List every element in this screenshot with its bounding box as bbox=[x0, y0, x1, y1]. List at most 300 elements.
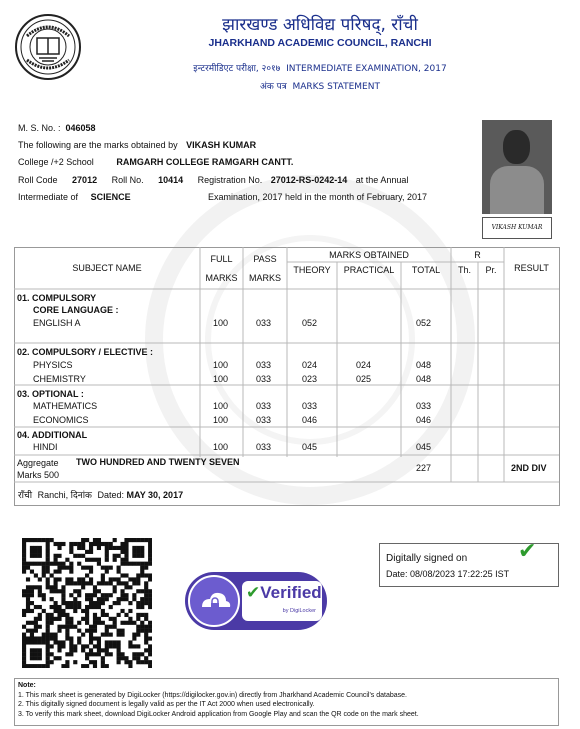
qr-module bbox=[38, 554, 42, 558]
qr-module bbox=[113, 621, 117, 625]
qr-module bbox=[117, 633, 121, 637]
qr-module bbox=[30, 570, 34, 574]
qr-module bbox=[30, 664, 34, 668]
qr-module bbox=[81, 648, 85, 652]
qr-module bbox=[89, 542, 93, 546]
qr-module bbox=[101, 609, 105, 613]
qr-module bbox=[65, 613, 69, 617]
qr-module bbox=[93, 538, 97, 542]
qr-module bbox=[89, 633, 93, 637]
qr-module bbox=[34, 546, 38, 550]
row-subject: PHYSICS bbox=[33, 360, 73, 370]
qr-module bbox=[124, 550, 128, 554]
qr-module bbox=[61, 589, 65, 593]
qr-module bbox=[46, 581, 50, 585]
qr-module bbox=[105, 648, 109, 652]
qr-module bbox=[93, 636, 97, 640]
aggregate-label: Aggregate bbox=[17, 458, 59, 468]
qr-module bbox=[124, 562, 128, 566]
qr-module bbox=[50, 613, 54, 617]
qr-module bbox=[73, 601, 77, 605]
qr-module bbox=[140, 550, 144, 554]
qr-module bbox=[136, 617, 140, 621]
qr-module bbox=[69, 566, 73, 570]
qr-module bbox=[69, 617, 73, 621]
col-pr: Pr. bbox=[485, 265, 497, 275]
row-theory: 033 bbox=[302, 401, 318, 411]
qr-module bbox=[22, 589, 26, 593]
qr-module bbox=[105, 581, 109, 585]
qr-module bbox=[93, 660, 97, 664]
qr-module bbox=[26, 589, 30, 593]
col-result: RESULT bbox=[514, 263, 549, 273]
signed-date-text: Date: 08/08/2023 17:22:25 IST bbox=[386, 569, 510, 579]
qr-module bbox=[69, 577, 73, 581]
qr-module bbox=[22, 644, 26, 648]
qr-module bbox=[136, 644, 140, 648]
qr-module bbox=[42, 640, 46, 644]
check-icon: ✔ bbox=[518, 538, 537, 563]
qr-module bbox=[54, 570, 58, 574]
qr-module bbox=[124, 546, 128, 550]
qr-module bbox=[148, 562, 152, 566]
qr-module bbox=[54, 542, 58, 546]
qr-module bbox=[93, 601, 97, 605]
qr-module bbox=[120, 550, 124, 554]
qr-module bbox=[109, 617, 113, 621]
qr-module bbox=[22, 633, 26, 637]
qr-module bbox=[50, 652, 54, 656]
qr-module bbox=[136, 554, 140, 558]
qr-module bbox=[105, 546, 109, 550]
qr-module bbox=[22, 558, 26, 562]
row-pass: 033 bbox=[256, 360, 272, 370]
qr-module bbox=[65, 633, 69, 637]
qr-module bbox=[120, 633, 124, 637]
qr-module bbox=[144, 617, 148, 621]
qr-module bbox=[38, 617, 42, 621]
student-photo bbox=[482, 120, 552, 214]
qr-module bbox=[42, 609, 46, 613]
qr-module bbox=[61, 562, 65, 566]
qr-module bbox=[38, 546, 42, 550]
qr-module bbox=[65, 601, 69, 605]
qr-module bbox=[117, 613, 121, 617]
qr-module bbox=[57, 554, 61, 558]
row-theory: 052 bbox=[302, 318, 318, 328]
qr-module bbox=[81, 566, 85, 570]
qr-module bbox=[140, 570, 144, 574]
qr-module bbox=[93, 644, 97, 648]
group-compulsory: 01. COMPULSORY bbox=[17, 293, 97, 303]
qr-module bbox=[97, 636, 101, 640]
qr-module bbox=[38, 550, 42, 554]
date-hindi: दिनांक bbox=[70, 490, 92, 500]
qr-module bbox=[38, 648, 42, 652]
qr-module bbox=[30, 629, 34, 633]
qr-module bbox=[46, 660, 50, 664]
qr-module bbox=[97, 648, 101, 652]
qr-module bbox=[54, 589, 58, 593]
qr-module bbox=[128, 617, 132, 621]
exam-hindi: इन्टरमीडिएट परीक्षा, bbox=[193, 64, 259, 74]
col-pass-marks: MARKS bbox=[248, 273, 281, 283]
qr-module bbox=[34, 562, 38, 566]
qr-module bbox=[22, 593, 26, 597]
qr-module bbox=[89, 648, 93, 652]
qr-module bbox=[77, 605, 81, 609]
stream-value: SCIENCE bbox=[90, 192, 131, 202]
qr-module bbox=[57, 589, 61, 593]
qr-module bbox=[46, 648, 50, 652]
stream-row bbox=[18, 192, 131, 202]
qr-module bbox=[69, 605, 73, 609]
qr-module bbox=[105, 629, 109, 633]
qr-module bbox=[46, 570, 50, 574]
qr-module bbox=[101, 542, 105, 546]
qr-module bbox=[77, 640, 81, 644]
qr-module bbox=[57, 546, 61, 550]
qr-module bbox=[69, 601, 73, 605]
qr-module bbox=[34, 648, 38, 652]
qr-module bbox=[89, 636, 93, 640]
qr-module bbox=[101, 613, 105, 617]
row-total: 033 bbox=[416, 401, 432, 411]
qr-module bbox=[136, 629, 140, 633]
qr-module bbox=[89, 640, 93, 644]
qr-module bbox=[136, 550, 140, 554]
qr-module bbox=[128, 577, 132, 581]
qr-module bbox=[120, 593, 124, 597]
note-2: 2. This digitally signed document is legally valid as per the IT Act 2000 when used electronically. bbox=[18, 701, 315, 708]
qr-module bbox=[101, 621, 105, 625]
row-subject: HINDI bbox=[33, 442, 58, 452]
qr-module bbox=[113, 625, 117, 629]
qr-module bbox=[54, 577, 58, 581]
qr-module bbox=[124, 613, 128, 617]
qr-module bbox=[46, 621, 50, 625]
qr-module bbox=[30, 636, 34, 640]
qr-module bbox=[144, 538, 148, 542]
qr-module bbox=[148, 542, 152, 546]
qr-module bbox=[120, 558, 124, 562]
qr-module bbox=[57, 644, 61, 648]
qr-module bbox=[120, 589, 124, 593]
qr-module bbox=[46, 562, 50, 566]
qr-module bbox=[140, 573, 144, 577]
qr-module bbox=[132, 562, 136, 566]
qr-module bbox=[136, 625, 140, 629]
qr-module bbox=[57, 613, 61, 617]
qr-module bbox=[89, 660, 93, 664]
qr-module bbox=[34, 640, 38, 644]
exam-year-hindi: २०१७ bbox=[261, 64, 281, 74]
qr-module bbox=[22, 636, 26, 640]
qr-module bbox=[132, 581, 136, 585]
qr-module bbox=[57, 617, 61, 621]
qr-module bbox=[46, 566, 50, 570]
qr-module bbox=[132, 636, 136, 640]
roll-code-label: Roll Code bbox=[18, 175, 58, 185]
qr-module bbox=[128, 538, 132, 542]
qr-module bbox=[140, 566, 144, 570]
qr-module bbox=[101, 664, 105, 668]
qr-module bbox=[144, 613, 148, 617]
qr-module bbox=[61, 613, 65, 617]
student-name: VIKASH KUMAR bbox=[186, 140, 257, 150]
qr-module bbox=[30, 652, 34, 656]
qr-module bbox=[34, 629, 38, 633]
row-pass: 033 bbox=[256, 374, 272, 384]
qr-module bbox=[73, 605, 77, 609]
qr-module bbox=[128, 609, 132, 613]
qr-module bbox=[113, 546, 117, 550]
header-statement bbox=[0, 79, 580, 92]
college-row bbox=[18, 157, 293, 167]
qr-module bbox=[113, 585, 117, 589]
qr-module bbox=[42, 636, 46, 640]
qr-module bbox=[46, 652, 50, 656]
qr-module bbox=[120, 656, 124, 660]
qr-module bbox=[34, 538, 38, 542]
obtained-row bbox=[18, 140, 256, 150]
qr-module bbox=[117, 629, 121, 633]
qr-module bbox=[124, 558, 128, 562]
qr-module bbox=[140, 613, 144, 617]
qr-module bbox=[34, 617, 38, 621]
qr-module bbox=[97, 546, 101, 550]
qr-module bbox=[113, 577, 117, 581]
qr-module bbox=[93, 605, 97, 609]
qr-module bbox=[34, 554, 38, 558]
qr-module bbox=[140, 605, 144, 609]
qr-module bbox=[73, 609, 77, 613]
qr-module bbox=[101, 633, 105, 637]
qr-module bbox=[85, 613, 89, 617]
qr-module bbox=[38, 538, 42, 542]
exam-held-text: Examination, 2017 held in the month of February, 2017 bbox=[208, 192, 427, 202]
college-label: College /+2 School bbox=[18, 157, 94, 167]
qr-module bbox=[73, 644, 77, 648]
row-practical: 024 bbox=[356, 360, 372, 370]
qr-module bbox=[38, 613, 42, 617]
qr-module bbox=[101, 566, 105, 570]
qr-module bbox=[65, 664, 69, 668]
qr-module bbox=[46, 577, 50, 581]
roll-code-value: 27012 bbox=[72, 175, 98, 185]
qr-module bbox=[69, 648, 73, 652]
qr-module bbox=[144, 585, 148, 589]
qr-module bbox=[77, 601, 81, 605]
qr-module bbox=[117, 577, 121, 581]
qr-module bbox=[132, 621, 136, 625]
qr-module bbox=[140, 597, 144, 601]
qr-module bbox=[132, 593, 136, 597]
qr-module bbox=[144, 633, 148, 637]
qr-module bbox=[97, 621, 101, 625]
qr-module bbox=[136, 546, 140, 550]
qr-module bbox=[148, 601, 152, 605]
qr-module bbox=[136, 581, 140, 585]
qr-module bbox=[50, 585, 54, 589]
qr-module bbox=[73, 542, 77, 546]
qr-module bbox=[22, 613, 26, 617]
qr-module bbox=[22, 660, 26, 664]
col-pass: PASS bbox=[253, 254, 277, 264]
qr-module bbox=[89, 570, 93, 574]
qr-module bbox=[144, 597, 148, 601]
qr-module bbox=[132, 538, 136, 542]
col-full-marks: MARKS bbox=[205, 273, 238, 283]
qr-module bbox=[73, 625, 77, 629]
qr-module bbox=[26, 593, 30, 597]
qr-module bbox=[61, 640, 65, 644]
qr-module bbox=[81, 609, 85, 613]
qr-module bbox=[38, 636, 42, 640]
qr-module bbox=[22, 570, 26, 574]
qr-module bbox=[105, 554, 109, 558]
qr-module bbox=[73, 660, 77, 664]
qr-module bbox=[148, 550, 152, 554]
qr-module bbox=[120, 562, 124, 566]
qr-module bbox=[93, 625, 97, 629]
qr-module bbox=[105, 542, 109, 546]
qr-module bbox=[85, 566, 89, 570]
qr-module bbox=[117, 640, 121, 644]
qr-module bbox=[65, 581, 69, 585]
qr-module bbox=[42, 664, 46, 668]
qr-module bbox=[38, 656, 42, 660]
qr-module bbox=[50, 597, 54, 601]
row-full: 100 bbox=[213, 360, 229, 370]
qr-module bbox=[50, 605, 54, 609]
qr-module bbox=[46, 640, 50, 644]
qr-module bbox=[136, 652, 140, 656]
qr-module bbox=[46, 558, 50, 562]
qr-module bbox=[22, 656, 26, 660]
cloud-lock-icon bbox=[188, 575, 240, 627]
qr-module bbox=[26, 629, 30, 633]
qr-module bbox=[77, 546, 81, 550]
qr-module bbox=[144, 640, 148, 644]
qr-module bbox=[26, 609, 30, 613]
qr-module bbox=[124, 573, 128, 577]
qr-module bbox=[136, 633, 140, 637]
qr-module bbox=[65, 621, 69, 625]
qr-module bbox=[128, 664, 132, 668]
qr-module bbox=[65, 566, 69, 570]
qr-module bbox=[22, 664, 26, 668]
obtained-label: The following are the marks obtained by bbox=[18, 140, 178, 150]
row-subject: ECONOMICS bbox=[33, 415, 89, 425]
qr-module bbox=[22, 609, 26, 613]
qr-module bbox=[113, 554, 117, 558]
qr-module bbox=[57, 648, 61, 652]
qr-module bbox=[148, 538, 152, 542]
qr-module bbox=[89, 605, 93, 609]
qr-module bbox=[38, 652, 42, 656]
qr-module bbox=[144, 601, 148, 605]
qr-module bbox=[77, 562, 81, 566]
qr-module bbox=[34, 652, 38, 656]
header-exam bbox=[0, 61, 580, 74]
qr-module bbox=[132, 633, 136, 637]
qr-module bbox=[97, 538, 101, 542]
qr-module bbox=[148, 660, 152, 664]
qr-module bbox=[46, 633, 50, 637]
qr-module bbox=[120, 546, 124, 550]
verified-label-box bbox=[242, 581, 322, 621]
group-optional: 03. OPTIONAL : bbox=[17, 389, 84, 399]
qr-module bbox=[101, 660, 105, 664]
qr-module bbox=[124, 585, 128, 589]
qr-module bbox=[109, 542, 113, 546]
qr-module bbox=[117, 566, 121, 570]
qr-module bbox=[109, 566, 113, 570]
col-subject: SUBJECT NAME bbox=[72, 263, 142, 273]
row-total: 052 bbox=[416, 318, 432, 328]
qr-module bbox=[89, 601, 93, 605]
qr-module bbox=[69, 581, 73, 585]
qr-module bbox=[50, 589, 54, 593]
row-theory: 046 bbox=[302, 415, 318, 425]
col-full: FULL bbox=[210, 254, 233, 264]
qr-module bbox=[136, 573, 140, 577]
qr-module bbox=[61, 625, 65, 629]
qr-module bbox=[97, 542, 101, 546]
qr-module bbox=[144, 629, 148, 633]
qr-module bbox=[38, 625, 42, 629]
qr-module bbox=[54, 585, 58, 589]
qr-module bbox=[148, 589, 152, 593]
qr-module bbox=[77, 554, 81, 558]
qr-module bbox=[85, 621, 89, 625]
qr-module bbox=[144, 573, 148, 577]
qr-module bbox=[69, 546, 73, 550]
qr-module bbox=[136, 538, 140, 542]
qr-module bbox=[26, 577, 30, 581]
qr-module bbox=[30, 562, 34, 566]
qr-module bbox=[54, 640, 58, 644]
notes-box bbox=[14, 678, 559, 726]
qr-module bbox=[46, 625, 50, 629]
qr-module bbox=[148, 554, 152, 558]
qr-module bbox=[38, 640, 42, 644]
qr-module bbox=[93, 542, 97, 546]
group-core-language: CORE LANGUAGE : bbox=[33, 305, 119, 315]
qr-module bbox=[113, 640, 117, 644]
qr-module bbox=[57, 570, 61, 574]
qr-module bbox=[148, 625, 152, 629]
qr-module bbox=[117, 656, 121, 660]
qr-module bbox=[61, 566, 65, 570]
qr-module bbox=[109, 546, 113, 550]
qr-module bbox=[109, 644, 113, 648]
qr-module bbox=[93, 593, 97, 597]
qr-module bbox=[101, 593, 105, 597]
qr-module bbox=[65, 558, 69, 562]
qr-module bbox=[148, 558, 152, 562]
qr-module bbox=[148, 597, 152, 601]
qr-module bbox=[46, 542, 50, 546]
qr-module bbox=[140, 546, 144, 550]
qr-module bbox=[38, 593, 42, 597]
qr-module bbox=[97, 605, 101, 609]
qr-module bbox=[117, 581, 121, 585]
qr-module bbox=[57, 629, 61, 633]
qr-module bbox=[46, 550, 50, 554]
ms-no-value: 046058 bbox=[65, 123, 96, 133]
